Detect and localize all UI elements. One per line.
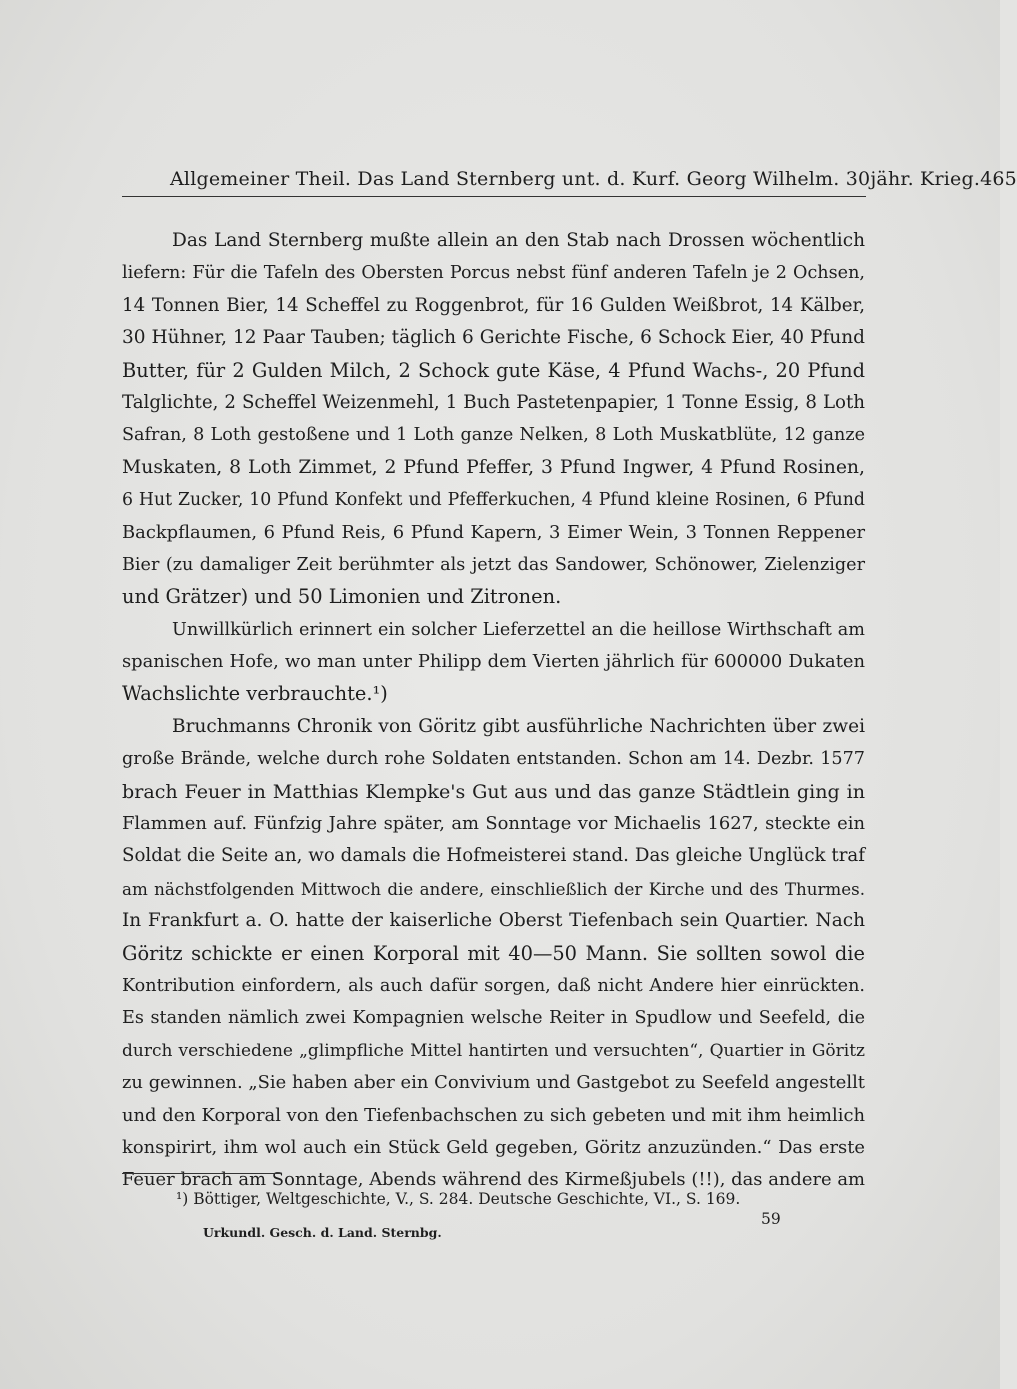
text-line: spanischen Hofe, wo man unter Philipp dem Vierten jährlich für 600000 Dukaten — [122, 651, 865, 673]
text-line: Feuer brach am Sonntage, Abends während des Kirmeßjubels (!!), das andere am — [122, 1169, 865, 1191]
body-text — [122, 225, 865, 1197]
text-line: 14 Tonnen Bier, 14 Scheffel zu Roggenbrot, für 16 Gulden Weißbrot, 14 Kälber, — [122, 294, 865, 316]
text-line: Backpflaumen, 6 Pfund Reis, 6 Pfund Kapern, 3 Eimer Wein, 3 Tonnen Reppener — [122, 521, 865, 543]
text-line: Muskaten, 8 Loth Zimmet, 2 Pfund Pfeffer, 3 Pfund Ingwer, 4 Pfund Rosinen, — [122, 456, 865, 478]
text-line: am nächstfolgenden Mittwoch die andere, einschließlich der Kirche und des Thurmes. — [122, 878, 865, 899]
text-line: und Grätzer) und 50 Limonien und Zitronen. — [122, 585, 562, 609]
text-line: 30 Hühner, 12 Paar Tauben; täglich 6 Gerichte Fische, 6 Schock Eier, 40 Pfund — [122, 327, 865, 349]
text-line: Butter, für 2 Gulden Milch, 2 Schock gute Käse, 4 Pfund Wachs-, 20 Pfund — [122, 358, 865, 382]
text-line: durch verschiedene „glimpfliche Mittel hantirten und versuchten“, Quartier in Göritz — [122, 1040, 865, 1061]
running-title: Allgemeiner Theil. Das Land Sternberg unt. d. Kurf. Georg Wilhelm. 30jähr. Krieg. — [170, 168, 981, 190]
text-line: liefern: Für die Tafeln des Obersten Porcus nebst fünf anderen Tafeln je 2 Ochsen, — [122, 263, 865, 284]
signature-mark: Urkundl. Gesch. d. Land. Sternbg. — [203, 1225, 442, 1240]
footnote: ¹) Böttiger, Weltgeschichte, V., S. 284. Deutsche Geschichte, VI., S. 169. — [176, 1190, 741, 1208]
text-line: brach Feuer in Matthias Klempke's Gut aus und das ganze Städtlein ging in — [122, 779, 865, 803]
text-line: Das Land Sternberg mußte allein an den Stab nach Drossen wöchentlich — [172, 230, 865, 251]
footnote-rule — [122, 1173, 282, 1174]
text-line: Talglichte, 2 Scheffel Weizenmehl, 1 Buch Pastetenpapier, 1 Tonne Essig, 8 Loth — [122, 391, 865, 413]
text-line: Es standen nämlich zwei Kompagnien welsche Reiter in Spudlow und Seefeld, die — [122, 1008, 865, 1029]
text-line: Kontribution einfordern, als auch dafür sorgen, daß nicht Andere hier einrückten. — [122, 975, 865, 996]
text-line: große Brände, welche durch rohe Soldaten entstanden. Schon am 14. Dezbr. 1577 — [122, 749, 865, 770]
header-rule — [122, 196, 866, 197]
text-line: Wachslichte verbrauchte.¹) — [122, 682, 388, 706]
text-line: und den Korporal von den Tiefenbachschen zu sich gebeten und mit ihm heimlich — [122, 1104, 865, 1126]
text-line: Soldat die Seite an, wo damals die Hofmeisterei stand. Das gleiche Unglück traf — [122, 845, 865, 867]
text-line: Unwillkürlich erinnert ein solcher Lieferzettel an die heillose Wirthschaft am — [172, 619, 865, 640]
text-line: 6 Hut Zucker, 10 Pfund Konfekt und Pfefferkuchen, 4 Pfund kleine Rosinen, 6 Pfund — [122, 490, 865, 511]
text-line: zu gewinnen. „Sie haben aber ein Convivium und Gastgebot zu Seefeld angestellt — [122, 1072, 865, 1094]
text-line: Safran, 8 Loth gestoßene und 1 Loth ganze Nelken, 8 Loth Muskatblüte, 12 ganze — [122, 425, 865, 446]
text-line: In Frankfurt a. O. hatte der kaiserliche Oberst Tiefenbach sein Quartier. Nach — [122, 910, 865, 932]
sheet-number: 59 — [761, 1210, 781, 1228]
text-line: Göritz schickte er einen Korporal mit 40—50 Mann. Sie sollten sowol die — [122, 941, 865, 965]
page-number: 465 — [980, 168, 1017, 190]
text-line: Bier (zu damaliger Zeit berühmter als jetzt das Sandower, Schönower, Zielenziger — [122, 554, 865, 575]
text-line: konspirirt, ihm wol auch ein Stück Geld gegeben, Göritz anzuzünden.“ Das erste — [122, 1136, 865, 1158]
text-line: Flammen auf. Fünfzig Jahre später, am Sonntage vor Michaelis 1627, steckte ein — [122, 813, 865, 835]
running-head — [170, 168, 1017, 190]
text-line: Bruchmanns Chronik von Göritz gibt ausführliche Nachrichten über zwei — [172, 715, 865, 737]
